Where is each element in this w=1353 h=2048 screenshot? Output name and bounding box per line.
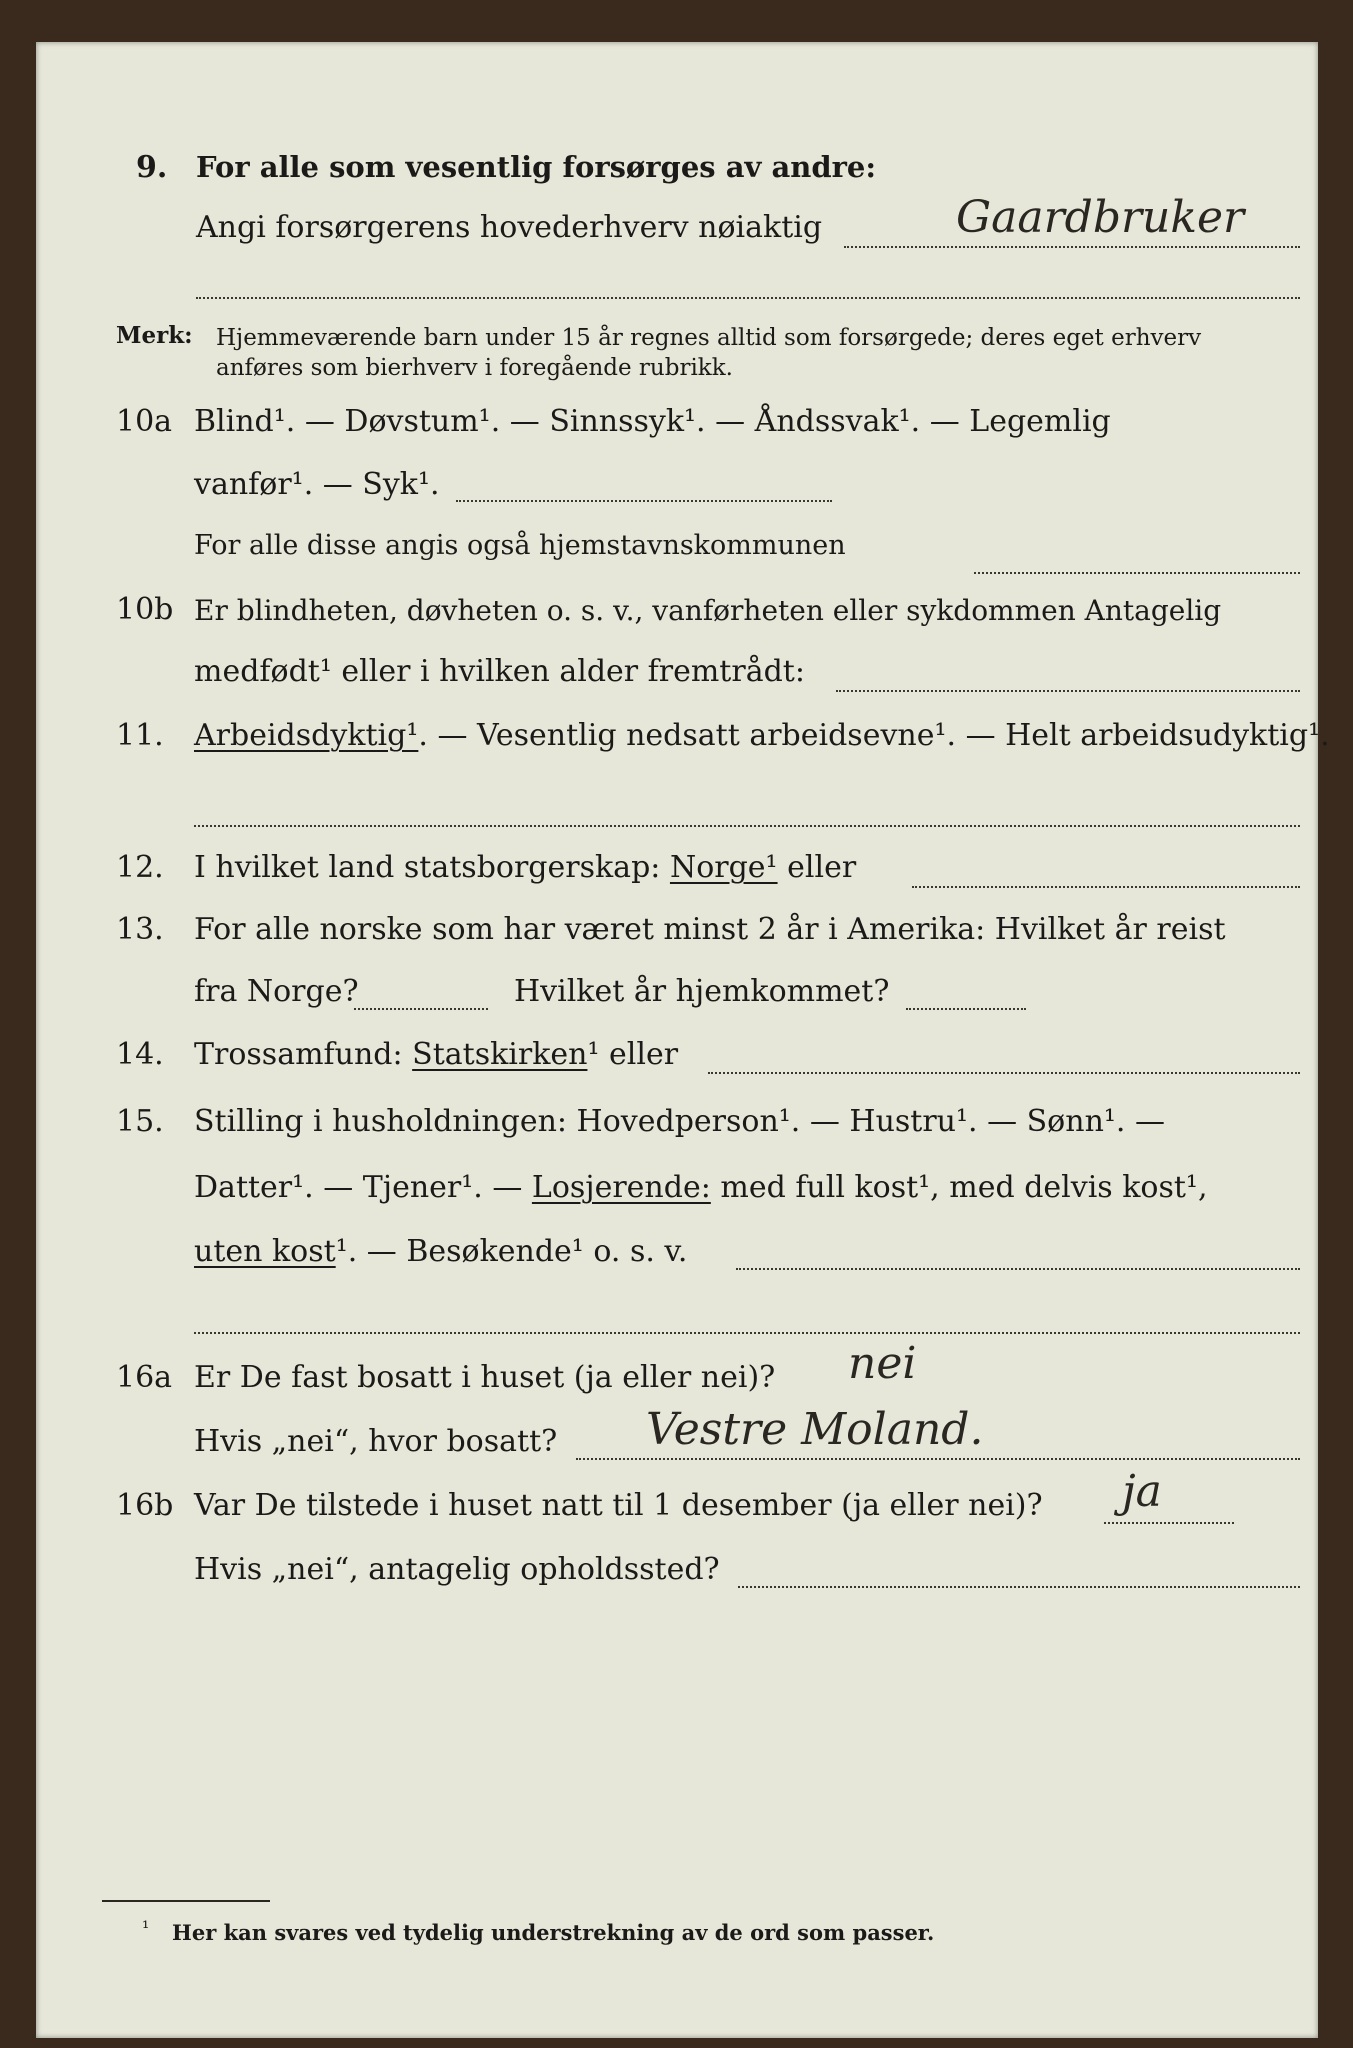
q14-answer-line [708, 1072, 1300, 1074]
q16b-line1: Var De tilstede i huset natt til 1 desember (ja eller nei)? [194, 1488, 1043, 1523]
q9-extra-line [196, 297, 1300, 299]
q11-extra-line [194, 825, 1300, 827]
q15-line3b: ¹. — Besøkende¹ o. s. v. [335, 1234, 688, 1269]
q10a-line1: Blind¹. — Døvstum¹. — Sinnssyk¹. — Åndssvak¹. — Legemlig [194, 404, 1111, 439]
q13-left-line [354, 1008, 488, 1010]
q16b-line2: Hvis „nei“, antagelig opholdssted? [194, 1552, 720, 1587]
q16a-answer2: Vestre Moland. [646, 1404, 984, 1455]
q10b-answer-line [836, 690, 1300, 692]
q10a-line2: vanfør¹. — Syk¹. [194, 467, 440, 502]
q10b-line1: Er blindheten, døvheten o. s. v., vanførheten eller sykdommen Antagelig [194, 594, 1222, 627]
q16b-answer-line1 [1104, 1522, 1234, 1524]
merk-label: Merk: [116, 322, 193, 349]
q12-post: eller [787, 850, 857, 885]
q15-option-losjerende: Losjerende: [531, 1170, 711, 1205]
q12-number: 12. [116, 850, 164, 885]
q10a-number: 10a [116, 404, 173, 439]
q13-back-line [906, 1008, 1026, 1010]
q10b-number: 10b [116, 592, 174, 627]
q16a-number: 16a [116, 1360, 173, 1395]
q13-line1: For alle norske som har været minst 2 år i Amerika: Hvilket år reist [194, 912, 1226, 947]
q16b-number: 16b [116, 1488, 174, 1523]
q15-line2 [194, 1170, 1207, 1205]
q10a-line3: For alle disse angis også hjemstavnskommunen [194, 530, 846, 561]
q12-line [194, 850, 856, 885]
q12-pre: I hvilket land statsborgerskap: [194, 850, 661, 885]
q15-answer-line [736, 1268, 1300, 1270]
q13-line2b: Hvilket år hjemkommet? [514, 974, 890, 1009]
q14-number: 14. [116, 1037, 164, 1072]
q11-line [194, 718, 1330, 753]
q15-line3 [194, 1234, 687, 1269]
q13-line2a: fra Norge? [194, 974, 359, 1009]
q16a-line2: Hvis „nei“, hvor bosatt? [194, 1424, 558, 1459]
q11-option-able: Arbeidsdyktig¹ [194, 718, 419, 753]
merk-line2: anføres som bierhverv i foregående rubrikk. [216, 355, 733, 381]
q15-number: 15. [116, 1104, 164, 1139]
q12-option-norge: Norge¹ [669, 850, 778, 885]
q15-option-uten-kost: uten kost [194, 1234, 336, 1269]
q14-post: ¹ eller [587, 1037, 679, 1072]
footnote-rule [102, 1900, 270, 1902]
q9-number: 9. [136, 150, 168, 185]
q11-rest: . — Vesentlig nedsatt arbeidsevne¹. — Helt arbeidsudyktig¹. [418, 718, 1330, 753]
q9-answer: Gaardbruker [956, 192, 1245, 243]
q12-answer-line [912, 886, 1300, 888]
q9-line1: For alle som vesentlig forsørges av andre: [196, 150, 877, 184]
merk-line1: Hjemmeværende barn under 15 år regnes alltid som forsørgede; deres eget erhverv [216, 325, 1202, 351]
q15-line2a: Datter¹. — Tjener¹. — [194, 1170, 523, 1205]
q13-number: 13. [116, 912, 164, 947]
q9-answer-line [844, 246, 1300, 248]
q11-number: 11. [116, 718, 164, 753]
footnote-text: Her kan svares ved tydelig understrekning av de ord som passer. [172, 1920, 935, 1945]
census-form-page [36, 42, 1330, 2038]
q16a-answer-line [576, 1458, 1300, 1460]
q10b-line2: medfødt¹ eller i hvilken alder fremtrådt: [194, 654, 805, 689]
q16b-answer-line2 [738, 1586, 1300, 1588]
q15-line2b: med full kost¹, med delvis kost¹, [720, 1170, 1208, 1205]
q14-option-statskirken: Statskirken [412, 1037, 588, 1072]
q16b-answer1: ja [1122, 1466, 1162, 1517]
q16a-line1: Er De fast bosatt i huset (ja eller nei)? [194, 1360, 776, 1395]
q14-pre: Trossamfund: [194, 1037, 403, 1072]
footnote-mark: ¹ [142, 1918, 150, 1939]
q9-line2: Angi forsørgerens hovederhverv nøiaktig [196, 210, 823, 245]
q16a-answer1: nei [848, 1338, 917, 1389]
q10a-home-line [974, 572, 1300, 574]
q15-line1: Stilling i husholdningen: Hovedperson¹. — Hustru¹. — Sønn¹. — [194, 1104, 1165, 1139]
q14-line [194, 1037, 678, 1072]
q10a-sick-line [456, 500, 832, 502]
q15-extra-line [194, 1332, 1300, 1334]
